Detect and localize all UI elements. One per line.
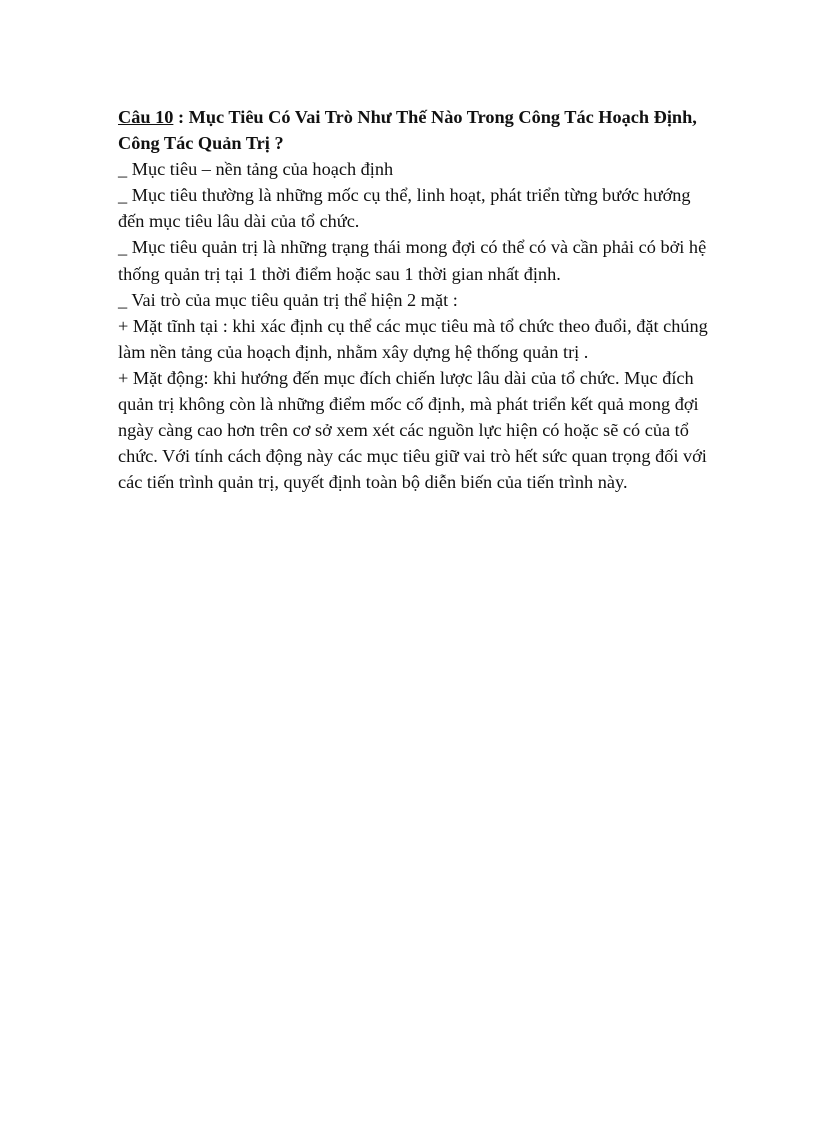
paragraph-dynamic-aspect: + Mặt động: khi hướng đến mục đích chiến lược lâu dài của tổ chức. Mục đích quản trị không còn là những điểm mốc cố định, mà phát triển kết quả mong đợi ngày càng cao hơn trên cơ sở xem xét các nguồn lực hiện có hoặc sẽ có của tổ chức. Với tính cách động này các mục tiêu giữ vai trò hết sức quan trọng đối với các tiến trình quản trị, quyết định toàn bộ diễn biến của tiến trình này. — [118, 367, 707, 493]
document-body — [118, 104, 708, 495]
question-number: Câu 10 — [118, 107, 174, 127]
question-title: : Mục Tiêu Có Vai Trò Như Thế Nào Trong Công Tác Hoạch Định, Công Tác Quản Trị ? — [118, 107, 697, 154]
paragraph-goal-foundation: _ Mục tiêu – nền tảng của hoạch định — [118, 159, 394, 180]
paragraph-goal-definition: _ Mục tiêu quản trị là những trạng thái mong đợi có thể có và cần phải có bởi hệ thống quản trị tại 1 thời điểm hoặc sau 1 thời gian nhất định. — [118, 237, 707, 284]
question-heading — [118, 104, 708, 156]
paragraph-goal-milestones: _ Mục tiêu thường là những mốc cụ thể, linh hoạt, phát triển từng bước hướng đến mục tiêu lâu dài của tổ chức. — [118, 185, 691, 232]
paragraph-static-aspect: + Mặt tĩnh tại : khi xác định cụ thể các mục tiêu mà tổ chức theo đuổi, đặt chúng làm nền tảng của hoạch định, nhằm xây dựng hệ thống quản trị . — [118, 315, 708, 362]
paragraph-goal-role-intro: _ Vai trò của mục tiêu quản trị thể hiện 2 mặt : — [118, 289, 458, 310]
